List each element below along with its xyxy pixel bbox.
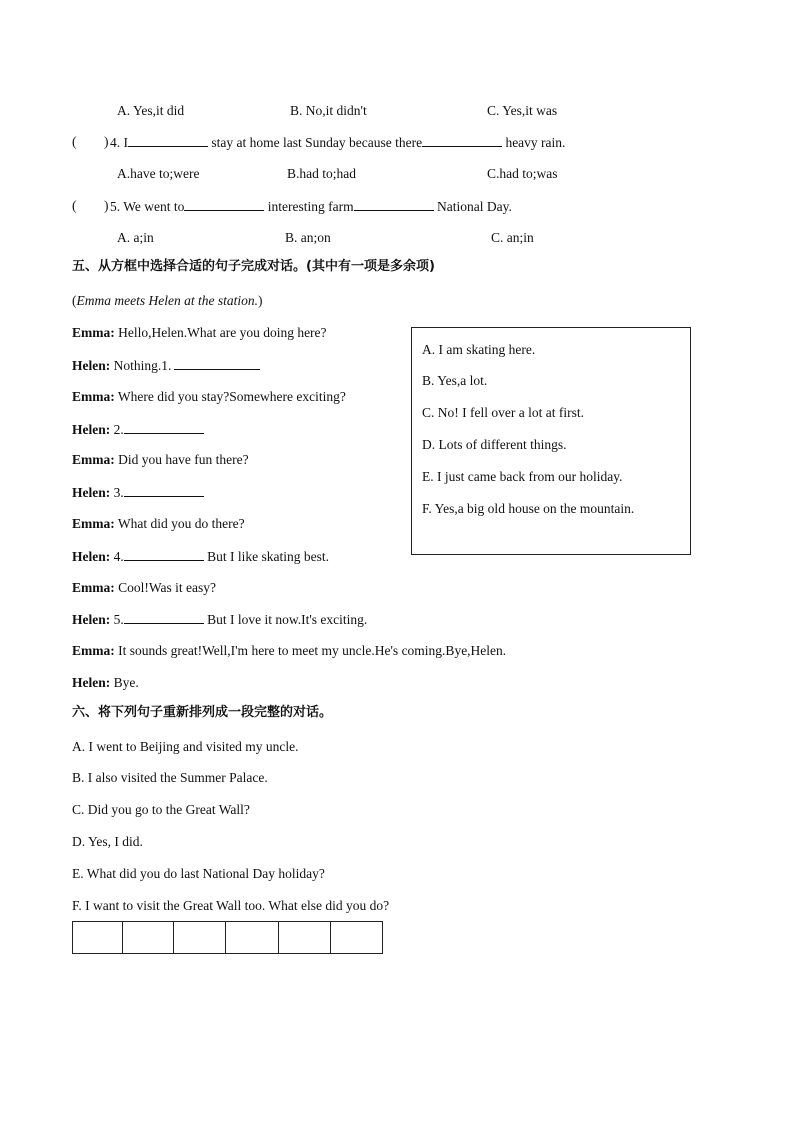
q5-question <box>110 198 512 215</box>
line-text: What did you do there? <box>117 516 245 531</box>
q4-part2: stay at home last Sunday because there <box>211 135 423 150</box>
order-cell-3[interactable] <box>174 922 226 954</box>
context-paren-open: ( <box>72 293 77 308</box>
dialogue-line-5 <box>72 452 249 468</box>
sentence-b: B. I also visited the Summer Palace. <box>72 770 268 785</box>
line-text: Cool!Was it easy? <box>118 580 217 595</box>
q4-paren-open: ( <box>72 134 77 149</box>
order-cell-4[interactable] <box>226 922 279 954</box>
box-option-d: D. Lots of different things. <box>422 437 567 452</box>
order-answer-grid <box>72 921 383 954</box>
speaker: Helen: <box>72 675 111 690</box>
sentence-f: F. I want to visit the Great Wall too. What else did you do? <box>72 898 390 913</box>
speaker: Helen: <box>72 485 111 500</box>
sentence-c: C. Did you go to the Great Wall? <box>72 802 250 817</box>
q5-blank-1[interactable] <box>184 198 264 211</box>
q5-option-c: C. an;in <box>491 230 534 245</box>
context-text: Emma meets Helen at the station. <box>76 293 258 308</box>
speaker: Emma: <box>72 452 115 467</box>
q3-option-c: C. Yes,it was <box>487 103 558 118</box>
section5-context <box>72 293 262 309</box>
q4-option-a: A.have to;were <box>117 166 200 181</box>
q5-option-b: B. an;on <box>285 230 331 245</box>
q3-option-a: A. Yes,it did <box>117 103 185 118</box>
q5-part2: interesting farm <box>267 199 354 214</box>
box-option-e: E. I just came back from our holiday. <box>422 469 623 484</box>
section5-title: 五、从方框中选择合适的句子完成对话。(其中有一项是多余项) <box>72 259 435 274</box>
answer-blank-3[interactable] <box>124 484 204 497</box>
q5-paren-close: ) <box>104 198 109 213</box>
dialogue-line-9 <box>72 580 216 596</box>
sentence-d: D. Yes, I did. <box>72 834 143 849</box>
answer-blank-1[interactable] <box>174 357 260 370</box>
line-text: Bye. <box>113 675 139 690</box>
dialogue-line-1 <box>72 325 327 341</box>
box-option-c: C. No! I fell over a lot at first. <box>422 405 584 420</box>
q5-number: 5. We went to <box>110 199 185 214</box>
q4-question <box>110 134 565 151</box>
line-text: 2. <box>113 422 124 437</box>
context-paren-close: ) <box>257 293 263 308</box>
dialogue-line-4 <box>72 421 204 438</box>
order-cell-5[interactable] <box>279 922 331 954</box>
q5-part3: National Day. <box>437 199 512 214</box>
q4-part3: heavy rain. <box>505 135 566 150</box>
line-text: 3. <box>113 485 124 500</box>
q4-number: 4. I <box>110 135 128 150</box>
q5-blank-2[interactable] <box>354 198 434 211</box>
answer-blank-2[interactable] <box>124 421 204 434</box>
speaker: Emma: <box>72 516 115 531</box>
q5-option-a: A. a;in <box>117 230 154 245</box>
answer-blank-4[interactable] <box>124 548 204 561</box>
line-text: Did you have fun there? <box>118 452 249 467</box>
q4-paren-close: ) <box>104 134 109 149</box>
answer-blank-5[interactable] <box>124 611 204 624</box>
speaker: Helen: <box>72 422 111 437</box>
line-text: 4. <box>113 549 124 564</box>
line-text: Nothing.1. <box>113 358 172 373</box>
dialogue-line-2 <box>72 357 260 374</box>
q5-paren-open: ( <box>72 198 77 213</box>
options-box <box>411 327 691 555</box>
box-option-f: F. Yes,a big old house on the mountain. <box>422 501 635 516</box>
line-text: Hello,Helen.What are you doing here? <box>118 325 327 340</box>
dialogue-line-3 <box>72 389 346 405</box>
dialogue-line-11 <box>72 643 506 659</box>
line-text: Where did you stay?Somewhere exciting? <box>117 389 346 404</box>
sentence-a: A. I went to Beijing and visited my uncle. <box>72 739 299 754</box>
q4-blank-2[interactable] <box>422 134 502 147</box>
speaker: Helen: <box>72 358 111 373</box>
sentence-e: E. What did you do last National Day holiday? <box>72 866 325 881</box>
speaker: Helen: <box>72 612 111 627</box>
q4-option-c: C.had to;was <box>487 166 558 181</box>
line-text: It sounds great!Well,I'm here to meet my uncle.He's coming.Bye,Helen. <box>118 643 507 658</box>
q4-option-b: B.had to;had <box>287 166 356 181</box>
order-cell-1[interactable] <box>73 922 123 954</box>
speaker: Helen: <box>72 549 111 564</box>
line-after: But I love it now.It's exciting. <box>207 612 368 627</box>
dialogue-line-6 <box>72 484 204 501</box>
q4-blank-1[interactable] <box>128 134 208 147</box>
order-cell-2[interactable] <box>123 922 174 954</box>
section6-title: 六、将下列句子重新排列成一段完整的对话。 <box>72 705 333 720</box>
box-option-b: B. Yes,a lot. <box>422 373 488 388</box>
speaker: Emma: <box>72 389 115 404</box>
dialogue-line-8 <box>72 548 329 565</box>
speaker: Emma: <box>72 580 115 595</box>
q3-option-b: B. No,it didn't <box>290 103 367 118</box>
line-after: But I like skating best. <box>207 549 329 564</box>
box-option-a: A. I am skating here. <box>422 342 536 357</box>
dialogue-line-7 <box>72 516 245 532</box>
dialogue-line-10 <box>72 611 367 628</box>
line-text: 5. <box>113 612 124 627</box>
speaker: Emma: <box>72 325 115 340</box>
order-cell-6[interactable] <box>331 922 383 954</box>
speaker: Emma: <box>72 643 115 658</box>
dialogue-line-12 <box>72 675 139 691</box>
